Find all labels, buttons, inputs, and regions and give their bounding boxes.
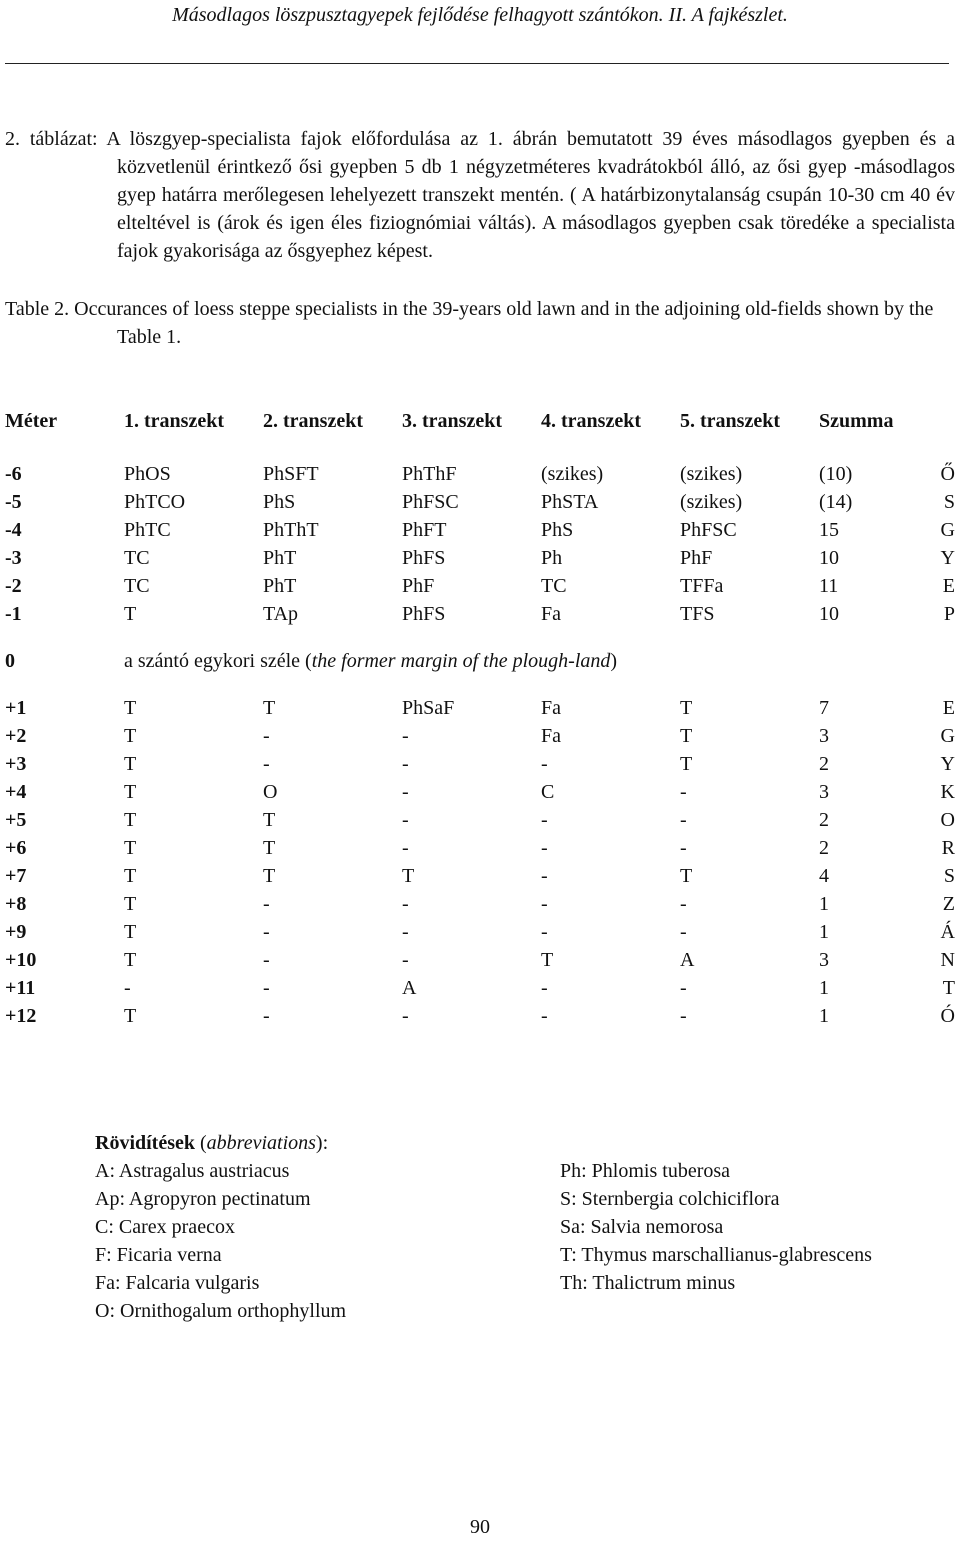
table-row bbox=[5, 862, 955, 890]
zero-text-en: the former margin of the plough-land bbox=[311, 650, 611, 672]
header-transect-4: 4. transzekt bbox=[541, 410, 641, 432]
transect-3-cell: PhThF bbox=[402, 463, 457, 485]
abbreviation-item: O: Ornithogalum orthophyllum bbox=[95, 1300, 347, 1322]
szumma-cell: 2 bbox=[819, 809, 829, 831]
table-row bbox=[5, 890, 955, 918]
transect-3-cell: PhFT bbox=[402, 519, 447, 541]
transect-2-cell: T bbox=[263, 837, 276, 859]
abbreviations-left-column bbox=[95, 1157, 560, 1325]
transect-3-cell: - bbox=[402, 921, 409, 943]
transect-4-cell: T bbox=[541, 949, 554, 971]
abbreviations-title-open: ( bbox=[195, 1132, 207, 1154]
transect-5-cell: A bbox=[680, 949, 695, 971]
transect-1-cell: TC bbox=[124, 547, 150, 569]
meter-cell: -4 bbox=[5, 519, 22, 541]
szumma-cell: 1 bbox=[819, 1005, 829, 1027]
transect-2-cell: - bbox=[263, 1005, 270, 1027]
table-lower-section bbox=[5, 694, 955, 1030]
abbreviation-item: Ap: Agropyron pectinatum bbox=[95, 1188, 311, 1210]
transect-1-cell: T bbox=[124, 837, 137, 859]
table-row bbox=[5, 460, 955, 488]
page-number: 90 bbox=[470, 1516, 490, 1538]
meter-cell: -5 bbox=[5, 491, 22, 513]
transect-2-cell: - bbox=[263, 949, 270, 971]
transect-4-cell: (szikes) bbox=[541, 463, 604, 485]
szumma-cell: 1 bbox=[819, 921, 829, 943]
abbreviations-title-en: abbreviations bbox=[206, 1132, 316, 1154]
abbreviations-block bbox=[95, 1129, 945, 1325]
table-header-row bbox=[5, 404, 955, 438]
transect-2-cell: PhS bbox=[263, 491, 296, 513]
transect-5-cell: - bbox=[680, 781, 687, 803]
transect-4-cell: - bbox=[541, 753, 548, 775]
meter-cell: +5 bbox=[5, 809, 27, 831]
szumma-cell: (10) bbox=[819, 463, 853, 485]
side-letter-cell: Ó bbox=[940, 1005, 955, 1027]
abbreviations-columns bbox=[95, 1157, 945, 1325]
transect-5-cell: (szikes) bbox=[680, 463, 743, 485]
table-upper-section bbox=[5, 438, 955, 628]
abbreviation-item: C: Carex praecox bbox=[95, 1216, 235, 1238]
zero-row-text bbox=[124, 646, 955, 676]
abbreviations-title bbox=[95, 1129, 945, 1157]
transect-4-cell: - bbox=[541, 893, 548, 915]
side-letter-cell: G bbox=[940, 519, 955, 541]
transect-5-cell: PhFSC bbox=[680, 519, 737, 541]
table-row bbox=[5, 600, 955, 628]
transect-5-cell: - bbox=[680, 1005, 687, 1027]
transect-4-cell: - bbox=[541, 1005, 548, 1027]
transect-3-cell: - bbox=[402, 725, 409, 747]
zero-text-close: ) bbox=[610, 650, 618, 672]
meter-cell: +12 bbox=[5, 1005, 37, 1027]
side-letter-cell: T bbox=[942, 977, 955, 999]
transect-3-cell: - bbox=[402, 893, 409, 915]
transect-1-cell: T bbox=[124, 781, 137, 803]
meter-cell: +1 bbox=[5, 697, 27, 719]
side-letter-cell: Y bbox=[940, 547, 955, 569]
transect-1-cell: T bbox=[124, 893, 137, 915]
table-spacer bbox=[5, 676, 955, 694]
meter-cell: -6 bbox=[5, 463, 22, 485]
transect-3-cell: T bbox=[402, 865, 415, 887]
transect-3-cell: A bbox=[402, 977, 417, 999]
meter-cell: -3 bbox=[5, 547, 22, 569]
transect-1-cell: T bbox=[124, 725, 137, 747]
szumma-cell: 1 bbox=[819, 977, 829, 999]
side-letter-cell: Á bbox=[940, 921, 955, 943]
transect-2-cell: - bbox=[263, 921, 270, 943]
header-meter: Méter bbox=[5, 410, 58, 432]
header-szumma: Szumma bbox=[819, 410, 894, 432]
transect-1-cell: TC bbox=[124, 575, 150, 597]
szumma-cell: 15 bbox=[819, 519, 839, 541]
transect-2-cell: - bbox=[263, 893, 270, 915]
transect-5-cell: (szikes) bbox=[680, 491, 743, 513]
szumma-cell: 10 bbox=[819, 603, 839, 625]
meter-cell: +6 bbox=[5, 837, 27, 859]
abbreviation-item: Fa: Falcaria vulgaris bbox=[95, 1272, 260, 1294]
header-transect-2: 2. transzekt bbox=[263, 410, 363, 432]
transect-3-cell: PhSaF bbox=[402, 697, 455, 719]
transect-3-cell: - bbox=[402, 837, 409, 859]
transect-5-cell: T bbox=[680, 753, 693, 775]
transect-2-cell: - bbox=[263, 977, 270, 999]
transect-2-cell: T bbox=[263, 865, 276, 887]
header-rule bbox=[5, 63, 949, 64]
szumma-cell: 7 bbox=[819, 697, 829, 719]
transect-3-cell: - bbox=[402, 781, 409, 803]
transect-4-cell: Ph bbox=[541, 547, 563, 569]
transect-4-cell: - bbox=[541, 865, 548, 887]
caption-hungarian bbox=[5, 125, 955, 265]
transect-5-cell: - bbox=[680, 809, 687, 831]
zero-row bbox=[5, 646, 955, 676]
side-letter-cell: S bbox=[943, 491, 955, 513]
transect-3-cell: - bbox=[402, 949, 409, 971]
transect-3-cell: PhFSC bbox=[402, 491, 459, 513]
side-letter-cell: Y bbox=[940, 753, 955, 775]
transect-4-cell: PhS bbox=[541, 519, 574, 541]
transect-4-cell: TC bbox=[541, 575, 567, 597]
transect-1-cell: T bbox=[124, 809, 137, 831]
szumma-cell: 1 bbox=[819, 893, 829, 915]
transect-2-cell: - bbox=[263, 753, 270, 775]
szumma-cell: 2 bbox=[819, 837, 829, 859]
transect-1-cell: T bbox=[124, 1005, 137, 1027]
table-row bbox=[5, 488, 955, 516]
meter-cell: +4 bbox=[5, 781, 27, 803]
meter-cell: +8 bbox=[5, 893, 27, 915]
abbreviation-item: Th: Thalictrum minus bbox=[560, 1272, 736, 1294]
abbreviation-item: Ph: Phlomis tuberosa bbox=[560, 1160, 731, 1182]
transect-5-cell: T bbox=[680, 865, 693, 887]
caption-en-number: Table 2. bbox=[5, 298, 70, 320]
transect-3-cell: - bbox=[402, 1005, 409, 1027]
transect-2-cell: TAp bbox=[263, 603, 299, 625]
meter-cell: +7 bbox=[5, 865, 27, 887]
transect-3-cell: PhF bbox=[402, 575, 435, 597]
table-row bbox=[5, 1002, 955, 1030]
transect-1-cell: PhTCO bbox=[124, 491, 186, 513]
transect-4-cell: - bbox=[541, 837, 548, 859]
table-row bbox=[5, 572, 955, 600]
transect-3-cell: PhFS bbox=[402, 603, 446, 625]
meter-cell: -2 bbox=[5, 575, 22, 597]
table-spacer bbox=[5, 438, 955, 460]
transect-5-cell: - bbox=[680, 893, 687, 915]
transect-1-cell: - bbox=[124, 977, 131, 999]
transect-3-cell: - bbox=[402, 753, 409, 775]
transect-2-cell: PhT bbox=[263, 575, 297, 597]
meter-cell: +2 bbox=[5, 725, 27, 747]
transect-4-cell: Fa bbox=[541, 697, 561, 719]
table-row bbox=[5, 694, 955, 722]
transect-4-cell: Fa bbox=[541, 603, 561, 625]
table-row bbox=[5, 946, 955, 974]
abbreviations-right-column bbox=[560, 1157, 945, 1325]
abbreviation-item: Sa: Salvia nemorosa bbox=[560, 1216, 724, 1238]
table-row bbox=[5, 918, 955, 946]
transect-5-cell: PhF bbox=[680, 547, 713, 569]
transect-3-cell: - bbox=[402, 809, 409, 831]
meter-cell: +11 bbox=[5, 977, 36, 999]
transect-4-cell: C bbox=[541, 781, 555, 803]
abbreviations-title-close: ): bbox=[315, 1132, 329, 1154]
transect-5-cell: - bbox=[680, 977, 687, 999]
abbreviation-item: A: Astragalus austriacus bbox=[95, 1160, 290, 1182]
transect-5-cell: T bbox=[680, 697, 693, 719]
running-header: Másodlagos löszpusztagyepek fejlődése felhagyott szántókon. II. A fajkészlet. bbox=[172, 4, 788, 26]
side-letter-cell: R bbox=[941, 837, 955, 859]
header-transect-5: 5. transzekt bbox=[680, 410, 780, 432]
transect-1-cell: T bbox=[124, 697, 137, 719]
table-row bbox=[5, 778, 955, 806]
table-row bbox=[5, 806, 955, 834]
header-side-label bbox=[919, 404, 955, 438]
meter-cell: +3 bbox=[5, 753, 27, 775]
transect-2-cell: T bbox=[263, 809, 276, 831]
transect-2-cell: PhSFT bbox=[263, 463, 319, 485]
table-row bbox=[5, 722, 955, 750]
header-transect-1: 1. transzekt bbox=[124, 410, 224, 432]
side-letter-cell: Ő bbox=[940, 463, 955, 485]
zero-meter: 0 bbox=[5, 650, 15, 672]
transect-2-cell: O bbox=[263, 781, 278, 803]
side-letter-cell: N bbox=[940, 949, 955, 971]
meter-cell: +9 bbox=[5, 921, 27, 943]
szumma-cell: 10 bbox=[819, 547, 839, 569]
meter-cell: +10 bbox=[5, 949, 37, 971]
transect-5-cell: T bbox=[680, 725, 693, 747]
caption-en-text: Occurances of loess steppe specialists in the 39-years old lawn and in the adjoining old-fields shown by the Table 1. bbox=[74, 298, 934, 348]
abbreviation-item: F: Ficaria verna bbox=[95, 1244, 222, 1266]
transect-2-cell: T bbox=[263, 697, 276, 719]
abbreviation-item: S: Sternbergia colchiciflora bbox=[560, 1188, 780, 1210]
side-letter-cell: P bbox=[943, 603, 955, 625]
transect-1-cell: T bbox=[124, 603, 137, 625]
header-transect-3: 3. transzekt bbox=[402, 410, 502, 432]
szumma-cell: 4 bbox=[819, 865, 829, 887]
side-letter-cell: E bbox=[942, 575, 955, 597]
caption-english bbox=[5, 295, 955, 351]
transect-3-cell: PhFS bbox=[402, 547, 446, 569]
table-row bbox=[5, 974, 955, 1002]
transect-2-cell: - bbox=[263, 725, 270, 747]
transect-1-cell: PhOS bbox=[124, 463, 171, 485]
side-letter-cell: K bbox=[940, 781, 955, 803]
table-row bbox=[5, 516, 955, 544]
table-spacer bbox=[5, 628, 955, 646]
side-letter-cell: G bbox=[940, 725, 955, 747]
species-table bbox=[5, 404, 955, 1030]
szumma-cell: 2 bbox=[819, 753, 829, 775]
table-zero-section bbox=[5, 628, 955, 694]
transect-1-cell: T bbox=[124, 921, 137, 943]
transect-1-cell: T bbox=[124, 949, 137, 971]
transect-1-cell: PhTC bbox=[124, 519, 171, 541]
abbreviations-title-hu: Rövidítések bbox=[95, 1132, 195, 1154]
table-row bbox=[5, 750, 955, 778]
meter-cell: -1 bbox=[5, 603, 22, 625]
transect-2-cell: PhT bbox=[263, 547, 297, 569]
caption-hu-number: 2. táblázat: bbox=[5, 128, 98, 150]
side-letter-cell: Z bbox=[942, 893, 955, 915]
szumma-cell: 3 bbox=[819, 781, 829, 803]
transect-4-cell: PhSTA bbox=[541, 491, 599, 513]
transect-4-cell: Fa bbox=[541, 725, 561, 747]
transect-4-cell: - bbox=[541, 977, 548, 999]
transect-2-cell: PhThT bbox=[263, 519, 319, 541]
szumma-cell: 3 bbox=[819, 949, 829, 971]
transect-4-cell: - bbox=[541, 809, 548, 831]
caption-hu-text: A löszgyep-specialista fajok előfordulása az 1. ábrán bemutatott 39 éves másodlagos gyepben és a közvetlenül érintkező ősi gyepben 5 db 1 négyzetméteres kvadrátokból álló, az ősi gyep -másodlagos gyep határra merőlegesen lehelyezett transzekt mentén. ( A határbizonytalanság csupán 10-30 cm 40 év elteltével is (árok és igen éles fiziognómiai váltás). A másodlagos gyepben csak töredéke a specialista fajok gyakorisága az ősgyephez képest. bbox=[106, 128, 956, 262]
table-row bbox=[5, 834, 955, 862]
transect-5-cell: - bbox=[680, 837, 687, 859]
szumma-cell: 3 bbox=[819, 725, 829, 747]
zero-text-hu: a szántó egykori széle ( bbox=[124, 650, 312, 672]
transect-1-cell: T bbox=[124, 865, 137, 887]
transect-5-cell: TFFa bbox=[680, 575, 724, 597]
side-letter-cell: E bbox=[942, 697, 955, 719]
abbreviation-item: T: Thymus marschallianus-glabrescens bbox=[560, 1244, 872, 1266]
szumma-cell: (14) bbox=[819, 491, 853, 513]
side-letter-cell: O bbox=[940, 809, 955, 831]
transect-4-cell: - bbox=[541, 921, 548, 943]
table-row bbox=[5, 544, 955, 572]
transect-1-cell: T bbox=[124, 753, 137, 775]
transect-5-cell: TFS bbox=[680, 603, 715, 625]
side-letter-cell: S bbox=[943, 865, 955, 887]
transect-5-cell: - bbox=[680, 921, 687, 943]
szumma-cell: 11 bbox=[819, 575, 839, 597]
